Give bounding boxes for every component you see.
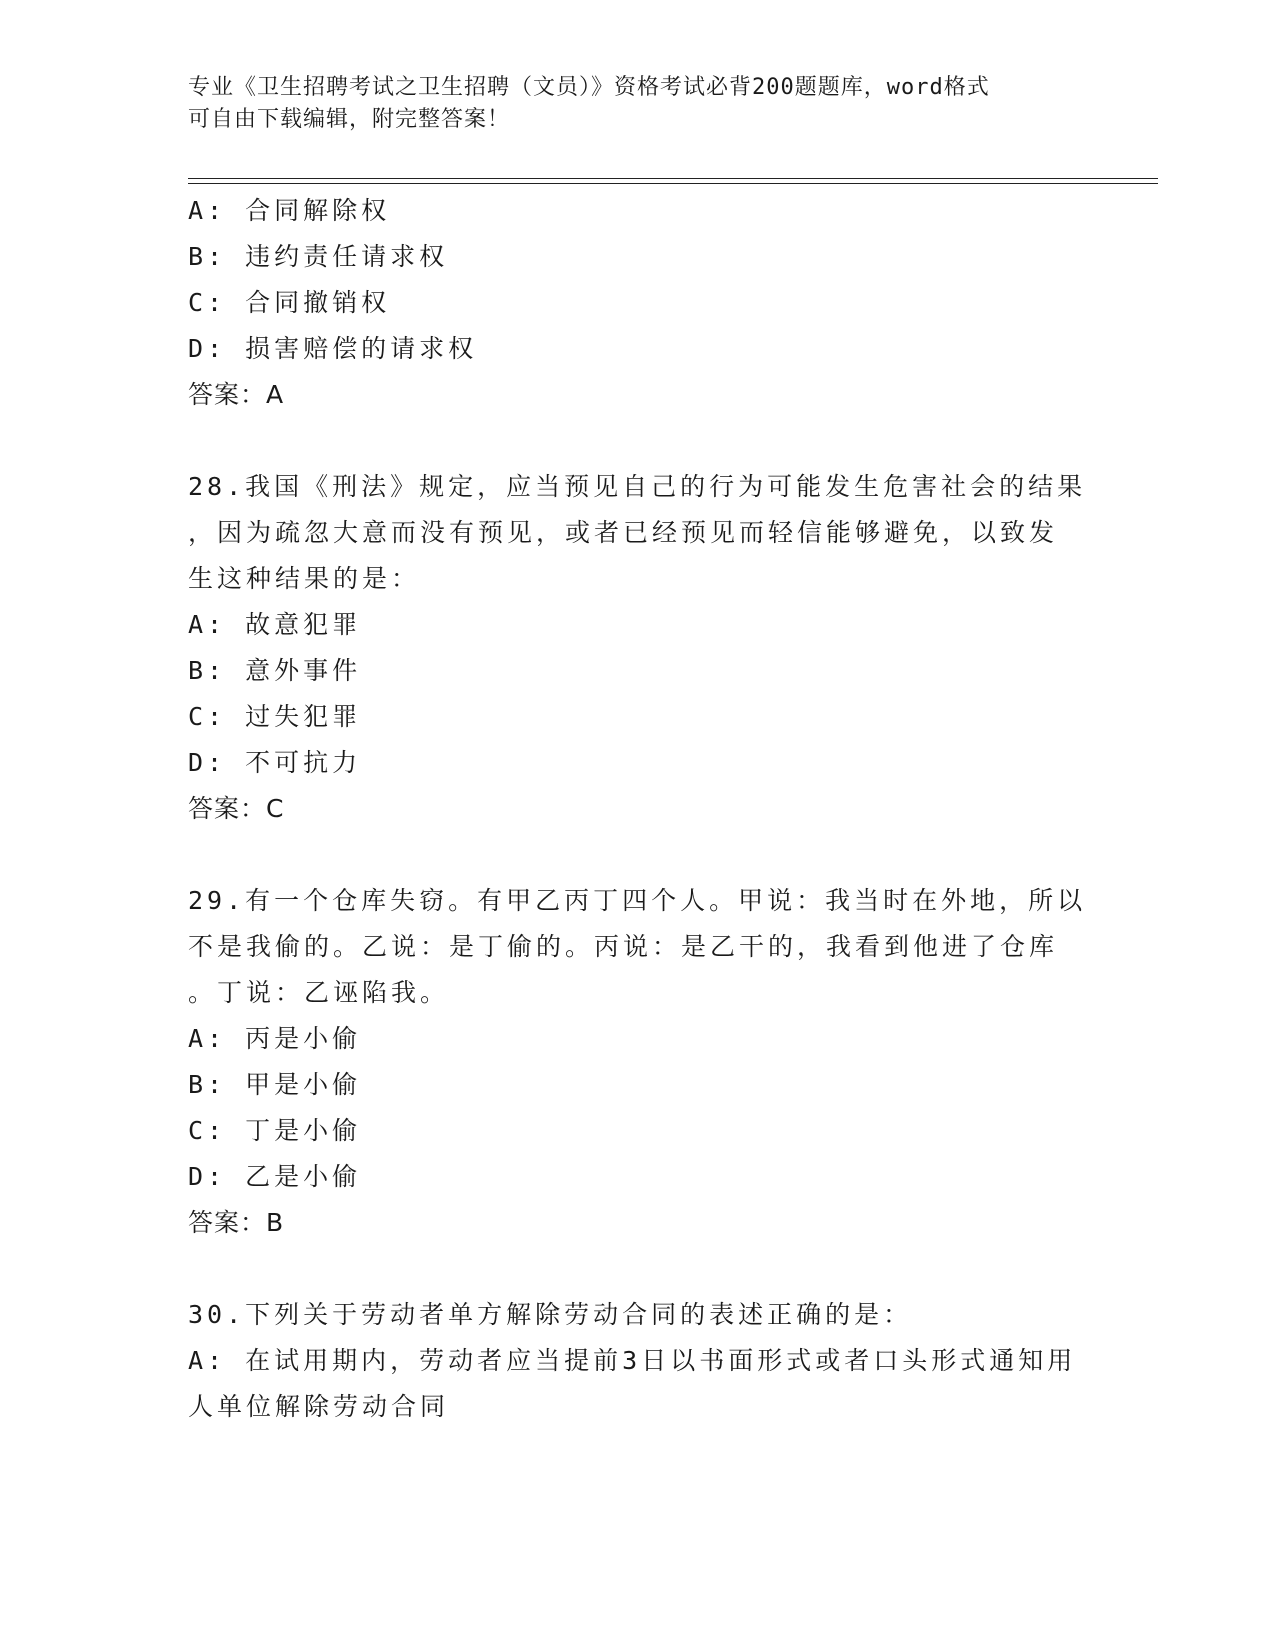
option-c: C: 丁是小偷 bbox=[188, 1116, 362, 1145]
answer: 答案：A bbox=[188, 380, 285, 409]
option-a: A: 在试用期内，劳动者应当提前3日以书面形式或者口头形式通知用 bbox=[188, 1346, 1077, 1375]
option-b: B: 违约责任请求权 bbox=[188, 242, 449, 271]
option-c: C: 合同撤销权 bbox=[188, 288, 391, 317]
option-d: D: 乙是小偷 bbox=[188, 1162, 362, 1191]
option-a: A: 合同解除权 bbox=[188, 196, 391, 225]
option-a: A: 故意犯罪 bbox=[188, 610, 362, 639]
question-30 bbox=[188, 1292, 1077, 1430]
question-stem-line: 不是我偷的。乙说：是丁偷的。丙说：是乙干的，我看到他进了仓库 bbox=[188, 932, 1059, 961]
question-stem-line: 29.有一个仓库失窃。有甲乙丙丁四个人。甲说：我当时在外地，所以 bbox=[188, 886, 1087, 915]
option-d: D: 损害赔偿的请求权 bbox=[188, 334, 478, 363]
option-a-continued: 人单位解除劳动合同 bbox=[188, 1392, 450, 1421]
header-line-2: 可自由下载编辑，附完整答案！ bbox=[188, 107, 511, 132]
question-stem-line: 30.下列关于劳动者单方解除劳动合同的表述正确的是： bbox=[188, 1300, 913, 1329]
option-b: B: 甲是小偷 bbox=[188, 1070, 362, 1099]
answer: 答案：B bbox=[188, 1208, 285, 1237]
question-stem-line: ，因为疏忽大意而没有预见，或者已经预见而轻信能够避免，以致发 bbox=[188, 518, 1059, 547]
spacer bbox=[188, 832, 1068, 878]
question-27 bbox=[188, 188, 1068, 418]
answer: 答案：C bbox=[188, 794, 285, 823]
question-stem-line: 。丁说：乙诬陷我。 bbox=[188, 978, 450, 1007]
question-stem-line: 28.我国《刑法》规定，应当预见自己的行为可能发生危害社会的结果 bbox=[188, 472, 1087, 501]
question-stem-line: 生这种结果的是： bbox=[188, 564, 421, 593]
spacer bbox=[188, 1246, 1068, 1292]
header-line-1: 专业《卫生招聘考试之卫生招聘（文员）》资格考试必背200题题库，word格式 bbox=[188, 75, 990, 100]
document-header bbox=[188, 72, 1068, 136]
option-d: D: 不可抗力 bbox=[188, 748, 362, 777]
header-double-rule bbox=[188, 178, 1158, 184]
spacer bbox=[188, 418, 1068, 464]
option-a: A: 丙是小偷 bbox=[188, 1024, 362, 1053]
option-c: C: 过失犯罪 bbox=[188, 702, 362, 731]
question-list bbox=[188, 188, 1087, 1430]
option-b: B: 意外事件 bbox=[188, 656, 362, 685]
question-29 bbox=[188, 878, 1087, 1246]
question-28 bbox=[188, 464, 1087, 832]
